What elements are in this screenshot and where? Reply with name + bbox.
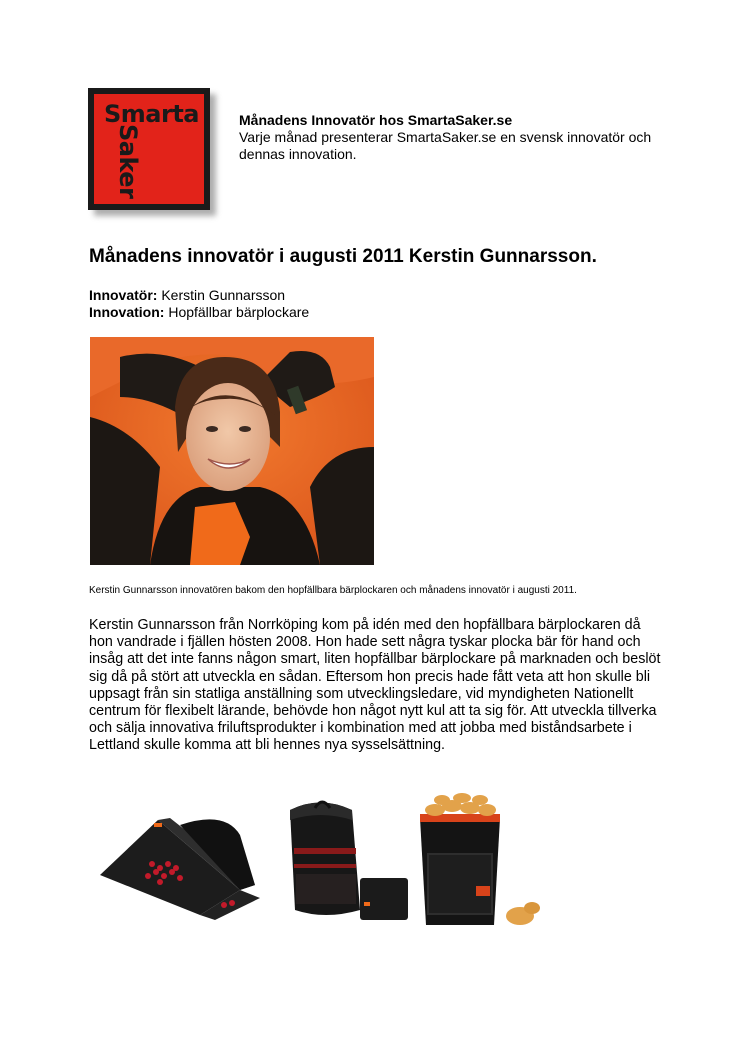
innovation-row bbox=[89, 304, 309, 321]
product-photos bbox=[90, 790, 560, 940]
innovation-meta bbox=[89, 287, 309, 321]
article-body: Kerstin Gunnarsson från Norrköping kom på idén med den hopfällbara bärplockaren då hon vandrade i fjällen hösten 2008. Hon hade sett några tyskar plocka bär för hand och insåg att det inte fanns någon smart, liten hopfällbar bärplockare på marknaden och beslöt sig då på stört att utveckla en sådan. Eftersom hon precis hade fått veta att hon skulle bli uppsagt från sin statliga anställning som utvecklingsledare, vid myndigheten Nationellt centrum för flexibelt lärande, behövde hon något nytt kul att ta sig för. Att utveckla tillverka och sälja innovativa friluftsprodukter i kombination med att jobba med biståndsarbete i Lettland skulle komma att bli hennes nya sysselsättning. bbox=[89, 617, 661, 754]
logo-background bbox=[94, 94, 204, 204]
header-title: Månadens Innovatör hos SmartaSaker.se bbox=[239, 112, 513, 128]
innovator-value: Kerstin Gunnarsson bbox=[161, 287, 286, 303]
innovation-label: Innovation: bbox=[89, 304, 165, 320]
logo-frame bbox=[88, 88, 210, 210]
innovator-label: Innovatör: bbox=[89, 287, 158, 303]
innovator-portrait-photo bbox=[90, 337, 374, 565]
innovator-row bbox=[89, 287, 309, 304]
header-description: Varje månad presenterar SmartaSaker.se en svensk innovatör och dennas innovation. bbox=[239, 129, 652, 162]
backpack-with-pouch-image bbox=[290, 802, 408, 920]
logo-word-smarta: Smarta bbox=[104, 100, 199, 128]
logo-word-saker: Saker bbox=[114, 124, 142, 199]
bucket-bag-with-mushrooms-image bbox=[420, 793, 540, 925]
innovation-value: Hopfällbar bärplockare bbox=[168, 304, 310, 320]
smartasaker-logo bbox=[88, 88, 220, 222]
photo-caption: Kerstin Gunnarsson innovatören bakom den hopfällbara bärplockaren och månadens innovatör i augusti 2011. bbox=[89, 585, 577, 596]
folded-berry-picker-image bbox=[100, 818, 260, 920]
page-heading: Månadens innovatör i augusti 2011 Kerstin Gunnarsson. bbox=[89, 246, 597, 267]
